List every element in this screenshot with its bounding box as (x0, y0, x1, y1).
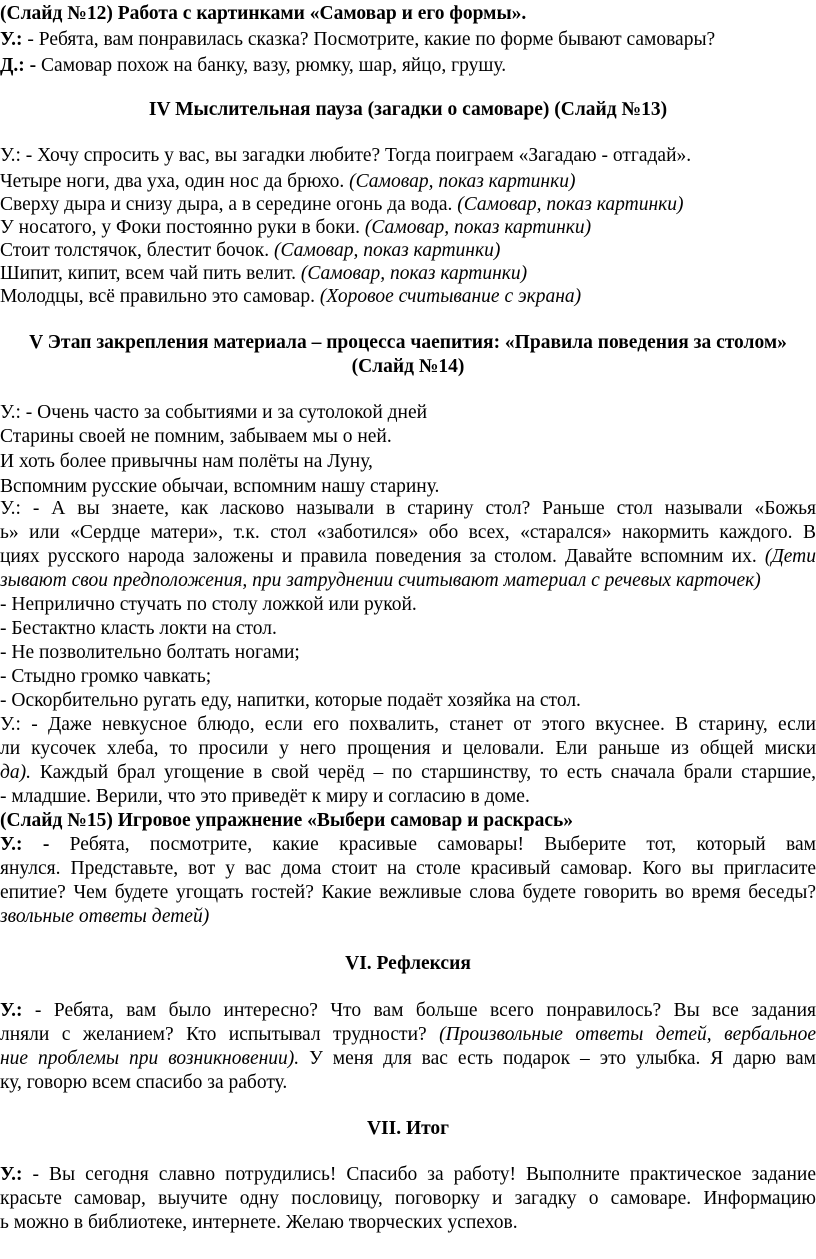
riddle-text: Стоит толстячок, блестит бочок. (0, 240, 275, 261)
paragraph-line: У.: - А вы знаете, как ласково называли в старину стол? Раньше стол называли «Божья (0, 498, 816, 519)
riddle-answer: (Самовар, показ картинки) (349, 171, 576, 192)
riddle-answer: (Самовар, показ картинки) (364, 217, 592, 238)
section-heading-iv: IV Мыслительная пауза (загадки о самоваре) (Слайд №13) (148, 99, 668, 120)
line-text: циях русского народа заложены и правила поведения за столом. Давайте вспомним их. (0, 546, 765, 567)
rule-item: - Неприлично стучать по столу ложкой или рукой. (0, 594, 417, 615)
rule-item: - Не позволительно болтать ногами; (0, 642, 300, 663)
paragraph-line: ь» или «Сердце матери», т.к. стол «заботился» обо всех, «старался» накормить каждого. В (0, 522, 816, 543)
rule-item: - Оскорбительно ругать еду, напитки, которые подаёт хозяйка на стол. (0, 690, 581, 711)
paragraph-line: ь можно в библиотеке, интернете. Желаю творческих успехов. (0, 1212, 518, 1233)
rule-item: - Стыдно громко чавкать; (0, 666, 212, 687)
riddle-text: Четыре ноги, два уха, один нос да брюхо. (0, 171, 350, 192)
paragraph-line (0, 833, 816, 857)
paragraph-line: ли кусочек хлеба, то просили у него прощения и целовали. Ели раньше из общей миски (0, 738, 816, 759)
paragraph-line (0, 1047, 816, 1071)
speaker-label: У.: (0, 1000, 23, 1021)
poem-line: У.: - Очень часто за событиями и за сутолокой дней (0, 402, 428, 423)
speaker-label: У.: (0, 1164, 23, 1185)
paragraph-line: янулся. Представьте, вот у вас дома стоит на столе красивый самовар. Кого вы пригласите (0, 858, 816, 879)
paragraph-line: ку, говорю всем спасибо за работу. (0, 1072, 288, 1093)
riddle-text: Шипит, кипит, всем чай пить велит. (0, 263, 301, 284)
speaker-label: Д.: - (0, 55, 37, 76)
paragraph-line: - младшие. Верили, что это приведёт к миру и согласию в доме. (0, 786, 530, 807)
paragraph-line (0, 999, 816, 1023)
riddle-1 (0, 170, 575, 194)
riddle-answer: (Самовар, показ картинки) (457, 194, 684, 215)
section-heading-vi: VI. Рефлексия (345, 953, 471, 974)
line-text: - Ребята, вам было интересно? Что вам больше всего понравилось? Вы все задания (22, 1000, 816, 1021)
line-text: - Вы сегодня славно потрудились! Спасибо за работу! Выполните практическое задание (22, 1164, 816, 1185)
paragraph-line (0, 1163, 816, 1187)
line-text: Ребята, посмотрите, какие красивые самовары! Выберите тот, который вам (69, 834, 816, 855)
poem-line: И хоть более привычны нам полёты на Луну, (0, 451, 373, 472)
riddle-conclusion (0, 285, 581, 309)
paragraph-line: звольные ответы детей) (0, 906, 210, 927)
line-text: У меня для вас есть подарок – это улыбка. Я дарю вам (299, 1048, 816, 1069)
paragraph-line: зывают свои предположения, при затруднении считывают материал с речевых карточек) (0, 570, 761, 591)
riddle-answer: (Хоровое считывание с экрана) (319, 286, 582, 307)
riddle-text: Молодцы, всё правильно это самовар. (0, 286, 320, 307)
riddle-answer: (Самовар, показ картинки) (300, 263, 528, 284)
riddle-4 (0, 239, 500, 263)
riddle-3 (0, 216, 591, 240)
riddle-text: Сверху дыра и снизу дыра, а в середине огонь да вода. (0, 194, 458, 215)
section-heading-v-slide: (Слайд №14) (351, 356, 465, 377)
section-heading-v: V Этап закрепления материала – процесса чаепития: «Правила поведения за столом» (29, 332, 787, 353)
line-italic: да). (0, 762, 31, 783)
line-italic: (Произвольные ответы детей, вербальное (439, 1024, 816, 1045)
slide12-heading: (Слайд №12) Работа с картинками «Самовар и его формы». (0, 3, 527, 24)
paragraph-line: красьте самовар, выучите одну пословицу, поговорку и загадку о самоваре. Информацию (0, 1188, 816, 1209)
paragraph-line: епитие? Чем будете угощать гостей? Какие вежливые слова будете говорить во время беседы? (0, 882, 816, 903)
line-text: Самовар похож на банку, вазу, рюмку, шар, яйцо, грушу. (36, 55, 507, 76)
paragraph-line (0, 1023, 816, 1047)
line-text: лняли с желанием? Кто испытывал трудности? (0, 1024, 440, 1045)
riddle-5 (0, 262, 527, 286)
speaker-label: У.: - (0, 834, 50, 855)
poem-line: Старины своей не помним, забываем мы о ней. (0, 426, 392, 447)
line-italic: (Дети (764, 546, 816, 567)
riddle-intro: У.: - Хочу спросить у вас, вы загадки любите? Тогда поиграем «Загадаю - отгадай». (0, 145, 692, 166)
riddle-2 (0, 193, 684, 217)
children-line (0, 54, 506, 78)
teacher-line (0, 28, 715, 52)
paragraph-line (0, 761, 816, 785)
line-text: - Ребята, вам понравилась сказка? Посмотрите, какие по форме бывают самовары? (22, 29, 716, 50)
section-heading-vii: VII. Итог (366, 1118, 450, 1139)
line-text: Каждый брал угощение в свой черёд – по старшинству, то есть сначала брали старшие, (30, 762, 816, 783)
poem-line: Вспомним русские обычаи, вспомним нашу старину. (0, 476, 440, 497)
riddle-text: У носатого, у Фоки постоянно руки в боки. (0, 217, 365, 238)
line-italic: ние проблемы при возникновении). (0, 1048, 300, 1069)
slide15-heading: (Слайд №15) Игровое упражнение «Выбери самовар и раскрась» (0, 810, 574, 831)
paragraph-line: У.: - Даже невкусное блюдо, если его похвалить, станет от этого вкуснее. В старину, если (0, 714, 816, 735)
riddle-answer: (Самовар, показ картинки) (274, 240, 501, 261)
speaker-label: У.: (0, 29, 23, 50)
paragraph-line (0, 545, 816, 569)
rule-item: - Бестактно класть локти на стол. (0, 618, 277, 639)
